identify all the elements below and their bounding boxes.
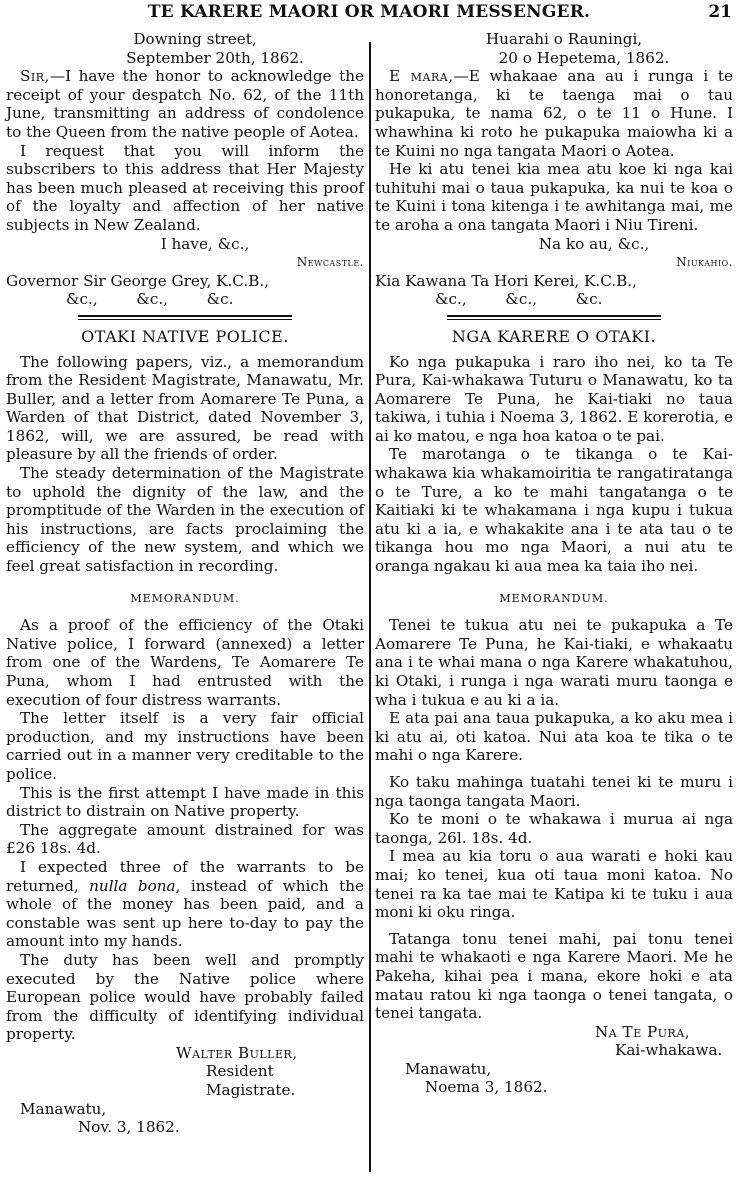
memo-place: Manawatu,: [20, 1099, 107, 1118]
memo-date: Nov. 3, 1862.: [78, 1118, 180, 1137]
memo-paragraph-3: This is the first attempt I have made in this district to distrain on Native property.: [6, 783, 364, 821]
memo-paragraph-1: As a proof of the efficiency of the Otaki Native police, I forward (annexed) a letter from one of the Wardens, Te Aomarere Te Puna, whom I had entrusted with the execution of four distress warrants.: [6, 616, 364, 709]
spacer: [375, 608, 733, 616]
spacer: [375, 922, 733, 930]
letter-date: September 20th, 1862.: [126, 48, 304, 67]
memo-heading: MEMORANDUM.: [499, 591, 609, 605]
letter-paragraph-1: [6, 67, 364, 141]
letter-signature: Niukahio.: [676, 255, 733, 270]
memo-paragraph-2: The letter itself is a very fair official production, and my instructions have been carried out in a manner very creditable to the police.: [6, 709, 364, 783]
letter-paragraph-1: [375, 67, 733, 160]
memo-heading: MEMORANDUM.: [130, 591, 240, 605]
memo-signature: Walter Buller,: [176, 1043, 298, 1062]
letter-paragraph-1-text: —I have the honor to acknowledge the receipt of your despatch No. 62, of the 11th June, transmitting an address of condolence to the Queen from the native people of Aotea.: [6, 67, 364, 141]
letter-date: 20 o Hepetema, 1862.: [498, 48, 670, 67]
spacer: [6, 576, 364, 590]
section-rule: [447, 315, 662, 320]
letter-place: Huarahi o Rauningi,: [485, 30, 643, 48]
memo-paragraph-5: [6, 858, 364, 951]
letter-paragraph-1-text: —E whakaae ana au i runga i te honoretanga, ki te taenga mai o tau pukapuka, te nama 62, o te 11 o Hune. I whawhina ki roto he pukapuka maiowha ki a te Kuini no nga tangata Maori o Aotea.: [375, 67, 733, 160]
salutation: E mara,: [389, 67, 454, 86]
otaki-paragraph-1: The following papers, viz., a memorandum from the Resident Magistrate, Manawatu, Mr. Buller, and a letter from Aomarere Te Puna, a Warden of that District, dated November 3, 1862, will, we are assured, be read with pleasure by all the friends of order.: [6, 352, 364, 464]
memo-paragraph-6: Tatanga tonu tenei mahi, pai tonu tenei mahi te whakaoti e nga Karere Maori. Me he Pakeha, kihai pea i mana, ekore hoki e ata matau ratou ki nga taonga o tenei tangata, o tenei tangata.: [375, 929, 733, 1023]
otaki-paragraph-1: Ko nga pukapuka i raro iho nei, ko ta Te Pura, Kai-whakawa Tuturu o Manawatu, ko ta Aomarere Te Puna, he Kai-tiaki no taua takiwa, i tuhia i Noema 3, 1862. E korerotia, e ai ko matou, e nga hoa katoa o te pai.: [375, 352, 733, 445]
memo-signature: Na Te Pura,: [595, 1022, 691, 1041]
memo-latin-phrase: nulla bona: [89, 876, 176, 895]
memo-paragraph-5-a: I expected three of the warrants to be returned,: [6, 857, 364, 895]
letter-addressee: Kia Kawana Ta Hori Kerei, K.C.B.,: [375, 271, 637, 290]
otaki-paragraph-2: Te marotanga o te tikanga o te Kai-whakawa kia whakamoiritia te rangatiratanga o te Ture, a ko te mahi tangatanga o te Kaitiaki ki te whakamana i nga kupu i tukua atu ki a ia, e whakakite ana i te ata tau o te tikanga hou mo nga Maori, a nui atu te oranga ngakau ki aua mea ka taia iho nei.: [375, 445, 733, 576]
letter-etc: &c., &c., &c.: [66, 290, 234, 309]
english-column: [6, 30, 364, 1137]
page-header: [0, 0, 738, 26]
letter-addressee: Governor Sir George Grey, K.C.B.,: [6, 271, 270, 290]
letter-place: Downing street,: [133, 30, 257, 48]
salutation: Sir,: [20, 67, 50, 86]
section-rule: [78, 315, 293, 320]
memo-paragraph-4: The aggregate amount distrained for was £26 18s. 4d.: [6, 820, 364, 858]
letter-paragraph-2: He ki atu tenei kia mea atu koe ki nga kai tuhituhi mai o taua pukapuka, ka nui te koa o te Kuini i tona kitenga i te awhitanga mai, me te aroha a ona tangata Maori i Niu Tireni.: [375, 160, 733, 234]
newspaper-title: TE KARERE MAORI OR MAORI MESSENGER.: [147, 2, 591, 22]
memo-paragraph-4: Ko te moni o te whakawa i murua ai nga taonga, 26l. 18s. 4d.: [375, 810, 733, 847]
memo-title: Kai-whakawa.: [615, 1041, 723, 1060]
spacer: [375, 765, 733, 773]
memo-title: Resident Magistrate.: [206, 1062, 296, 1100]
letter-closing: Na ko au, &c.,: [538, 234, 650, 253]
otaki-heading: NGA KARERE O OTAKI.: [451, 326, 657, 346]
memo-date: Noema 3, 1862.: [425, 1078, 548, 1097]
memo-paragraph-6: The duty has been well and promptly executed by the Native police where European police would have probably failed from the difficulty of identifying individual property.: [6, 950, 364, 1044]
otaki-paragraph-2: The steady determination of the Magistrate to uphold the dignity of the law, and the promptitude of the Warden in the execution of his instructions, are facts proclaiming the efficiency of the new system, and which we feel great satisfaction in recording.: [6, 464, 364, 576]
memo-paragraph-3: Ko taku mahinga tuatahi tenei ki te muru i nga taonga tangata Maori.: [375, 772, 733, 810]
memo-place: Manawatu,: [405, 1059, 492, 1078]
spacer: [6, 608, 364, 616]
memo-paragraph-2: E ata pai ana taua pukapuka, a ko aku mea i ki atu ai, oti katoa. Nui ata koa te tika o te mahi o nga Karere.: [375, 709, 733, 765]
otaki-heading: OTAKI NATIVE POLICE.: [81, 326, 289, 346]
page-number: 21: [708, 2, 732, 22]
memo-paragraph-5-b: , instead of which the whole of the money has been paid, and a constable was sent up here to-day to pay the amount into my hands.: [6, 876, 364, 951]
spacer: [375, 576, 733, 590]
column-divider: [369, 42, 371, 1172]
maori-column: [375, 30, 733, 1097]
memo-paragraph-5: I mea au kia toru o aua warati e hoki kau mai; ko tenei, kua oti taua moni katoa. No tenei ra ka tae mai te Katipa ki te tuku i aua moni ki oku ringa.: [375, 847, 733, 922]
letter-signature: Newcastle.: [296, 255, 364, 270]
letter-paragraph-2: I request that you will inform the subscribers to this address that Her Majesty has been much pleased at receiving this proof of the loyalty and affection of her native subjects in New Zealand.: [6, 141, 364, 234]
letter-etc: &c., &c., &c.: [435, 290, 603, 309]
memo-paragraph-1: Tenei te tukua atu nei te pukapuka a Te Aomarere Te Puna, he Kai-tiaki, e whakaatu ana i te whai mana o nga Karere whakatuhou, ki Otaki, i runga i nga warati muru taonga e wha i tukua e au ki a ia.: [375, 616, 733, 709]
letter-closing: I have, &c.,: [160, 234, 250, 253]
